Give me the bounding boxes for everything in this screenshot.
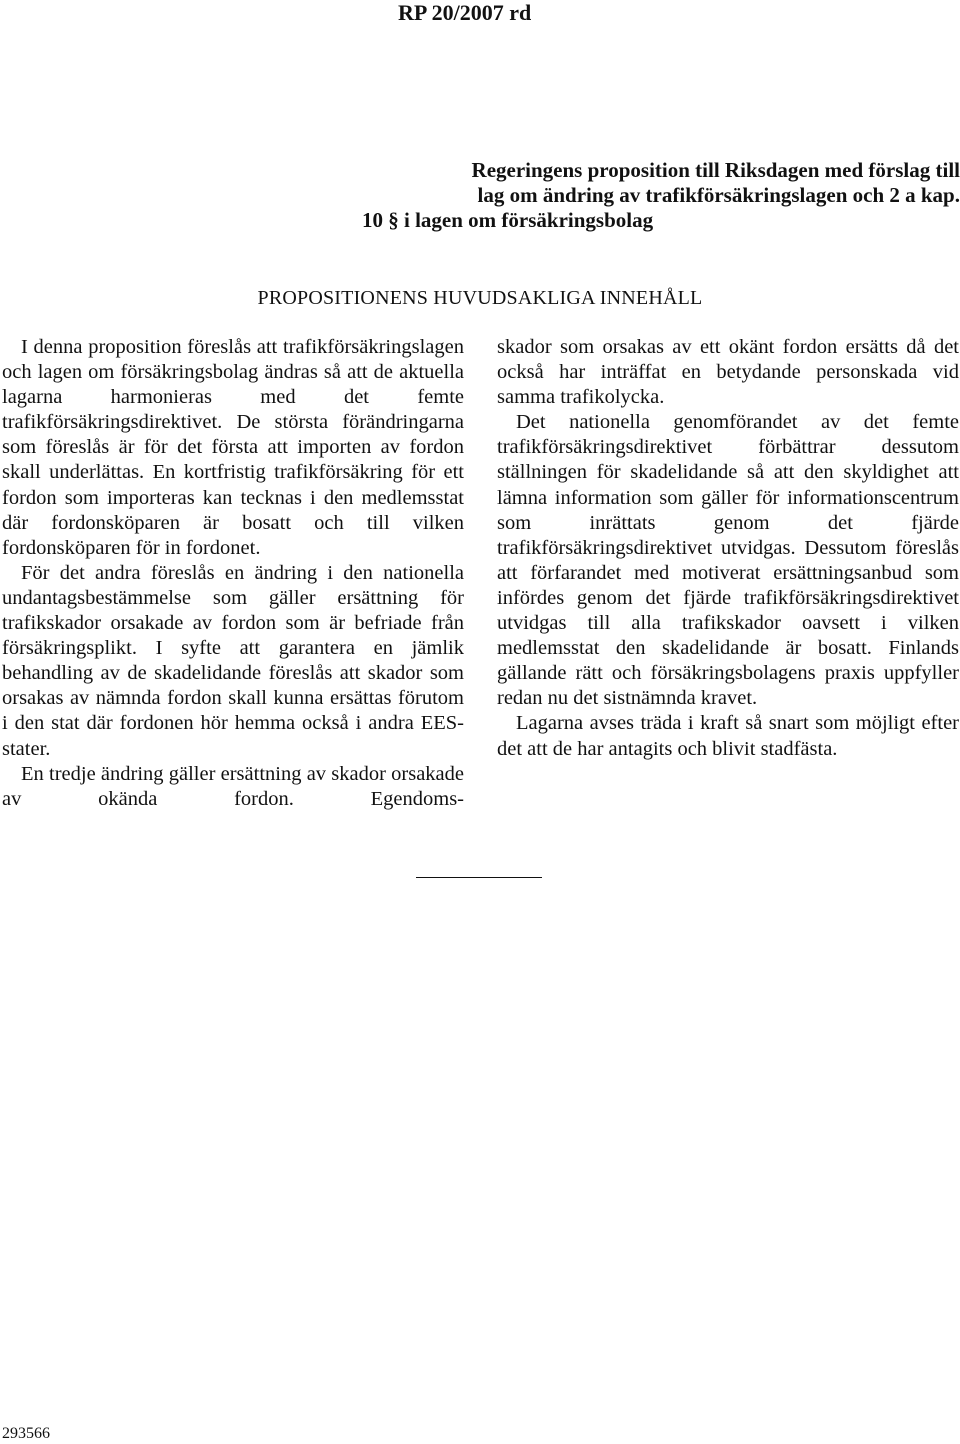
title-line-2: lag om ändring av trafikförsäkringslagen och 2 a kap. bbox=[477, 183, 960, 207]
document-id: RP 20/2007 rd bbox=[398, 0, 532, 25]
document-number: 293566 bbox=[2, 1425, 50, 1442]
right-paragraph-1: skador som orsakas av ett okänt fordon ersätts då det också har inträffat en betydande personskada vid samma trafikolycka. bbox=[497, 336, 959, 409]
left-column bbox=[2, 335, 464, 812]
right-paragraph-3: Lagarna avses träda i kraft så snart som möjligt efter det att de har antagits och blivit stadfästa. bbox=[497, 712, 959, 760]
left-paragraph-3: En tredje ändring gäller ersättning av skador orsakade av okända fordon. Egendoms- bbox=[2, 762, 464, 810]
left-paragraph-1: I denna proposition föreslås att trafikförsäkringslagen och lagen om försäkringsbolag ändras så att de aktuella lagarna harmonieras med det femte trafikförsäkringsdirektivet. De största förändringarna som föreslås är för det första att importen av fordon skall underlättas. En kortfristig trafikförsäkring för ett fordon som importeras kan tecknas i den medlemsstat där fordonsköparen är bosatt och till vilken fordonsköparen för in fordonet. bbox=[2, 336, 464, 559]
section-heading: PROPOSITIONENS HUVUDSAKLIGA INNEHÅLL bbox=[257, 287, 703, 309]
title-line-1: Regeringens proposition till Riksdagen med förslag till bbox=[471, 158, 960, 182]
title-line-3: 10 § i lagen om försäkringsbolag bbox=[362, 208, 654, 232]
right-column bbox=[497, 335, 959, 762]
footnote-rule bbox=[416, 877, 542, 878]
left-paragraph-2: För det andra föreslås en ändring i den nationella undantagsbestämmelse som gäller ersättning för trafikskador orsakade av fordon som är befriade från försäkringsplikt. I syfte att garantera en jämlik behandling av de skadelidande föreslås att skador som orsakas av nämnda fordon skall kunna ersättas förutom i den stat där fordonen hör hemma också i andra EES-stater. bbox=[2, 561, 464, 760]
document-title bbox=[362, 158, 960, 233]
right-paragraph-2: Det nationella genomförandet av det femte trafikförsäkringsdirektivet förbättrar dessutom ställningen för skadelidande så att den skyldighet att lämna information som gäller för informationscentrum som inrättats genom det fjärde trafikförsäkringsdirektivet utvidgas. Dessutom föreslås att förfarandet med motiverat ersättningsanbud som infördes genom det fjärde trafikförsäkringsdirektivet utvidgas till alla trafikskador oavsett i vilken medlemsstat den skadelidande är bosatt. Finlands gällande rätt och försäkringsbolagens praxis uppfyller redan nu det sistnämnda kravet. bbox=[497, 411, 959, 710]
